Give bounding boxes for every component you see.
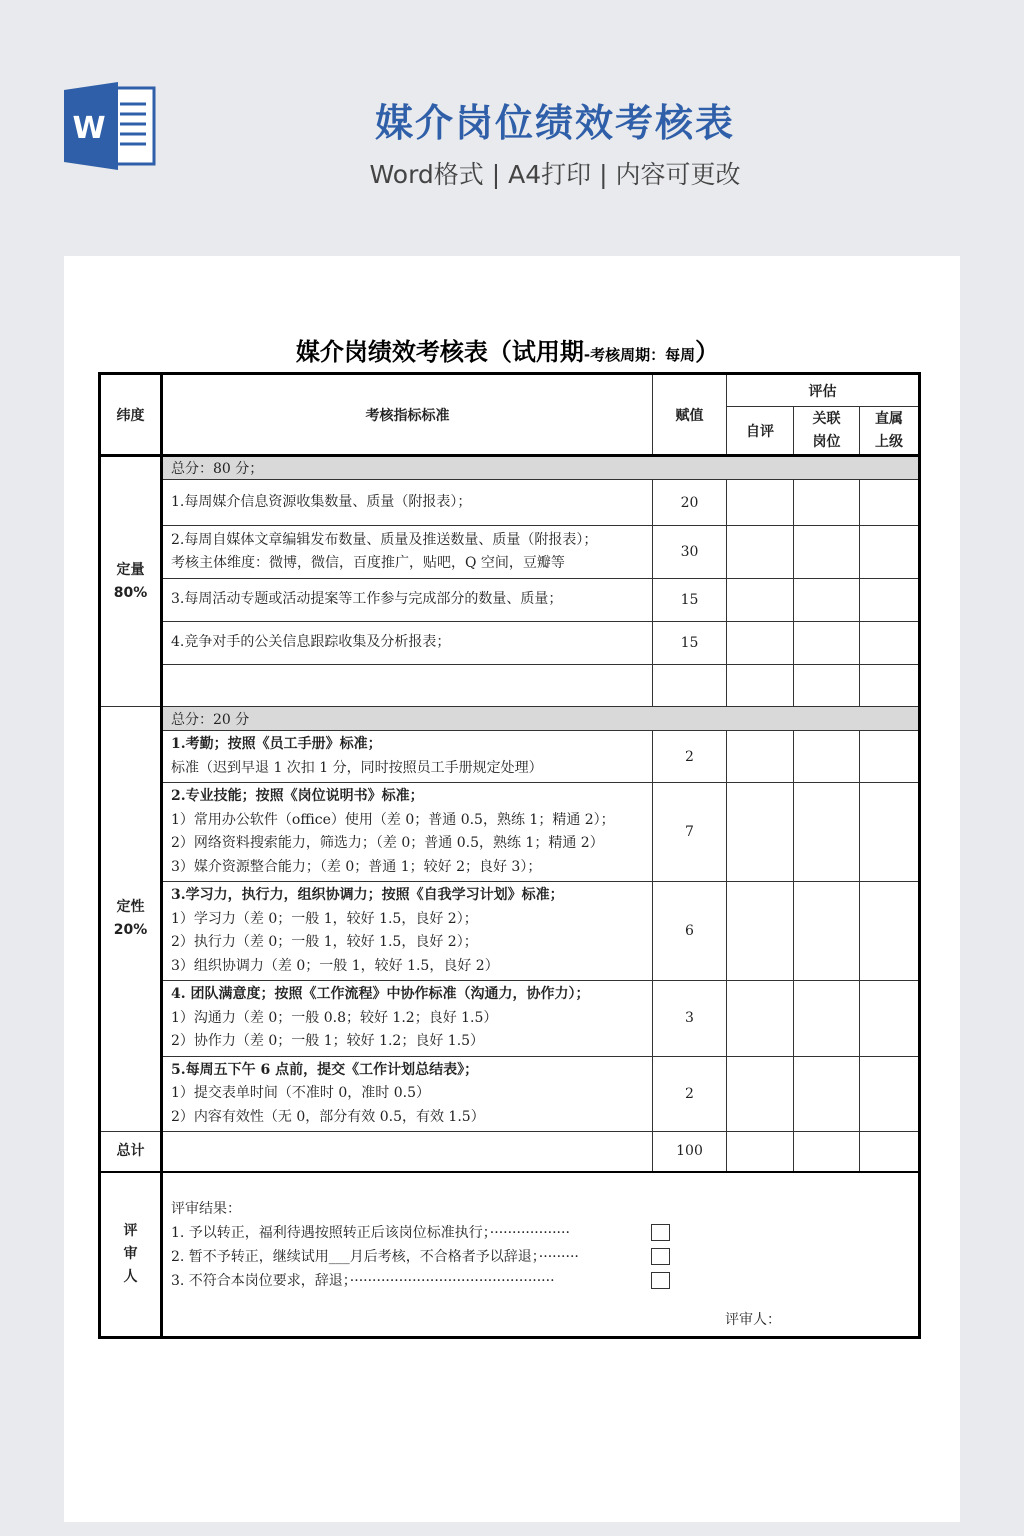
title-period: -考核周期：每周 [583,346,696,364]
value-cell: 15 [653,622,727,665]
criteria-line: 3.每周活动专题或活动提案等工作参与完成部分的数量、质量； [171,591,563,608]
review-row [100,1172,920,1338]
value-cell: 2 [653,731,727,783]
review-option-text: 3. 不符合本岗位要求，辞退；·············································· [171,1272,555,1289]
reviewer-signature: 评审人： [725,1312,781,1328]
svg-text:W: W [72,111,106,146]
self-total-cell[interactable] [727,1132,794,1172]
criteria-line: 1.每周媒介信息资源收集数量、质量（附报表）； [171,493,472,510]
related-score-cell[interactable] [794,579,860,622]
dimension-weight: 80% [113,584,148,601]
self-score-cell[interactable] [727,731,794,783]
criteria-cell [162,579,653,622]
review-heading: 评审结果： [171,1200,241,1217]
review-option-text: 2. 暂不予转正，继续试用___月后考核，不合格者予以辞退；········· [171,1248,579,1265]
header-dimension: 纬度 [100,374,162,456]
self-score-cell[interactable] [727,622,794,665]
value-cell: 7 [653,783,727,882]
table-row [100,882,920,981]
related-score-cell[interactable] [794,622,860,665]
assessment-table [98,372,921,1339]
superior-total-cell[interactable] [860,1132,920,1172]
header-superior: 直属上级 [860,407,920,456]
criteria-cell [162,665,653,707]
criteria-line: 4. 团队满意度；按照《工作流程》中协作标准（沟通力，协作力）； [171,986,590,1002]
related-score-cell[interactable] [794,981,860,1057]
criteria-cell [162,480,653,526]
value-cell: 3 [653,981,727,1057]
superior-score-cell[interactable] [860,731,920,783]
subtotal-text: 总分：20 分 [162,707,920,731]
table-row [100,480,920,526]
criteria-cell [162,783,653,882]
title-close: ） [695,338,720,366]
superior-score-cell[interactable] [860,622,920,665]
criteria-cell [162,981,653,1057]
word-doc-icon [64,82,156,170]
criteria-line: 2.每周自媒体文章编辑发布数量、质量及推送数量、质量（附报表）； [171,531,598,548]
criteria-line: 4.竞争对手的公关信息跟踪收集及分析报表； [171,634,451,651]
criteria-cell [162,882,653,981]
related-score-cell[interactable] [794,1056,860,1132]
superior-score-cell[interactable] [860,480,920,526]
banner-title: 媒介岗位绩效考核表 [374,101,735,145]
review-option-text: 1. 予以转正，福利待遇按照转正后该岗位标准执行；·················· [171,1224,570,1241]
criteria-line: 5.每周五下午 6 点前，提交《工作计划总结表》； [171,1061,479,1078]
criteria-line: 2）内容有效性（无 0，部分有效 0.5，有效 1.5） [171,1108,485,1125]
self-score-cell[interactable] [727,579,794,622]
related-score-cell[interactable] [794,665,860,707]
reviewer-label: 评审人 [123,1222,138,1285]
total-criteria-cell [162,1132,653,1172]
total-value: 100 [653,1132,727,1172]
table-row [100,731,920,783]
header-evaluation: 评估 [727,374,920,407]
header-criteria: 考核指标标准 [162,374,653,456]
criteria-line: 2.专业技能；按照《岗位说明书》标准； [171,788,424,804]
document-title [98,332,917,367]
criteria-line: 1）提交表单时间（不准时 0，准时 0.5） [171,1085,430,1101]
related-score-cell[interactable] [794,882,860,981]
header-self: 自评 [727,407,794,456]
dimension-weight: 20% [113,922,148,938]
related-total-cell[interactable] [794,1132,860,1172]
header-related: 关联岗位 [794,407,860,456]
related-score-cell[interactable] [794,526,860,579]
review-option-checkbox[interactable] [651,1224,670,1241]
superior-score-cell[interactable] [860,526,920,579]
criteria-line: 3）媒介资源整合能力；（差 0；普通 1；较好 2；良好 3）； [171,858,542,875]
self-score-cell[interactable] [727,882,794,981]
subtotal-row [100,456,920,480]
dimension-cell [100,707,162,1132]
superior-score-cell[interactable] [860,665,920,707]
subtotal-row [100,707,920,731]
table-row [100,783,920,882]
review-option [171,1221,910,1245]
self-score-cell[interactable] [727,526,794,579]
review-option [171,1245,910,1269]
reviewer-label-cell [100,1172,162,1338]
criteria-line: 1）常用办公软件（office）使用（差 0；普通 0.5，熟练 1；精通 2）； [171,811,615,828]
dimension-cell [100,456,162,707]
title-main: 媒介岗绩效考核表（试用期 [295,338,584,366]
table-row [100,622,920,665]
review-option-checkbox[interactable] [651,1248,670,1265]
related-score-cell[interactable] [794,480,860,526]
header-value: 赋值 [653,374,727,456]
superior-score-cell[interactable] [860,1056,920,1132]
self-score-cell[interactable] [727,1056,794,1132]
self-score-cell[interactable] [727,480,794,526]
dimension-label: 定量 [116,561,145,578]
value-cell: 30 [653,526,727,579]
superior-score-cell[interactable] [860,981,920,1057]
criteria-cell [162,1056,653,1132]
subtotal-text: 总分：80 分； [162,456,920,480]
criteria-line: 2）执行力（差 0；一般 1，较好 1.5，良好 2）； [171,934,478,950]
value-cell: 20 [653,480,727,526]
criteria-line: 3.学习力，执行力，组织协调力；按照《自我学习计划》标准； [171,887,564,903]
self-score-cell[interactable] [727,783,794,882]
self-score-cell[interactable] [727,665,794,707]
criteria-line: 考核主体维度：微博，微信，百度推广，贴吧，Q 空间，豆瓣等 [171,555,565,571]
superior-score-cell[interactable] [860,783,920,882]
value-cell: 15 [653,579,727,622]
review-cell [162,1172,920,1338]
dimension-label: 定性 [116,899,145,915]
table-row [100,665,920,707]
value-cell: 6 [653,882,727,981]
criteria-cell [162,731,653,783]
criteria-cell [162,526,653,579]
table-row [100,579,920,622]
self-score-cell[interactable] [727,981,794,1057]
value-cell [653,665,727,707]
total-row [100,1132,920,1172]
review-option [171,1269,910,1293]
table-row [100,1056,920,1132]
criteria-line: 3）组织协调力（差 0；一般 1，较好 1.5，良好 2） [171,957,499,974]
table-row [100,526,920,579]
superior-score-cell[interactable] [860,579,920,622]
criteria-line: 2）网络资料搜索能力，筛选力；（差 0；普通 0.5，熟练 1；精通 2） [171,835,604,851]
superior-score-cell[interactable] [860,882,920,981]
related-score-cell[interactable] [794,783,860,882]
total-label: 总计 [100,1132,162,1172]
banner-subtitle: Word格式 | A4打印 | 内容可更改 [369,160,741,189]
review-option-checkbox[interactable] [651,1272,670,1289]
value-cell: 2 [653,1056,727,1132]
criteria-line: 1）沟通力（差 0；一般 0.8；较好 1.2；良好 1.5） [171,1009,498,1026]
criteria-line: 1）学习力（差 0；一般 1，较好 1.5，良好 2）； [171,910,478,927]
criteria-line: 2）协作力（差 0；一般 1；较好 1.2；良好 1.5） [171,1033,485,1049]
table-row [100,981,920,1057]
related-score-cell[interactable] [794,731,860,783]
criteria-cell [162,622,653,665]
criteria-line: 标准（迟到早退 1 次扣 1 分，同时按照员工手册规定处理） [171,759,543,776]
criteria-line: 1.考勤；按照《员工手册》标准； [171,736,382,752]
